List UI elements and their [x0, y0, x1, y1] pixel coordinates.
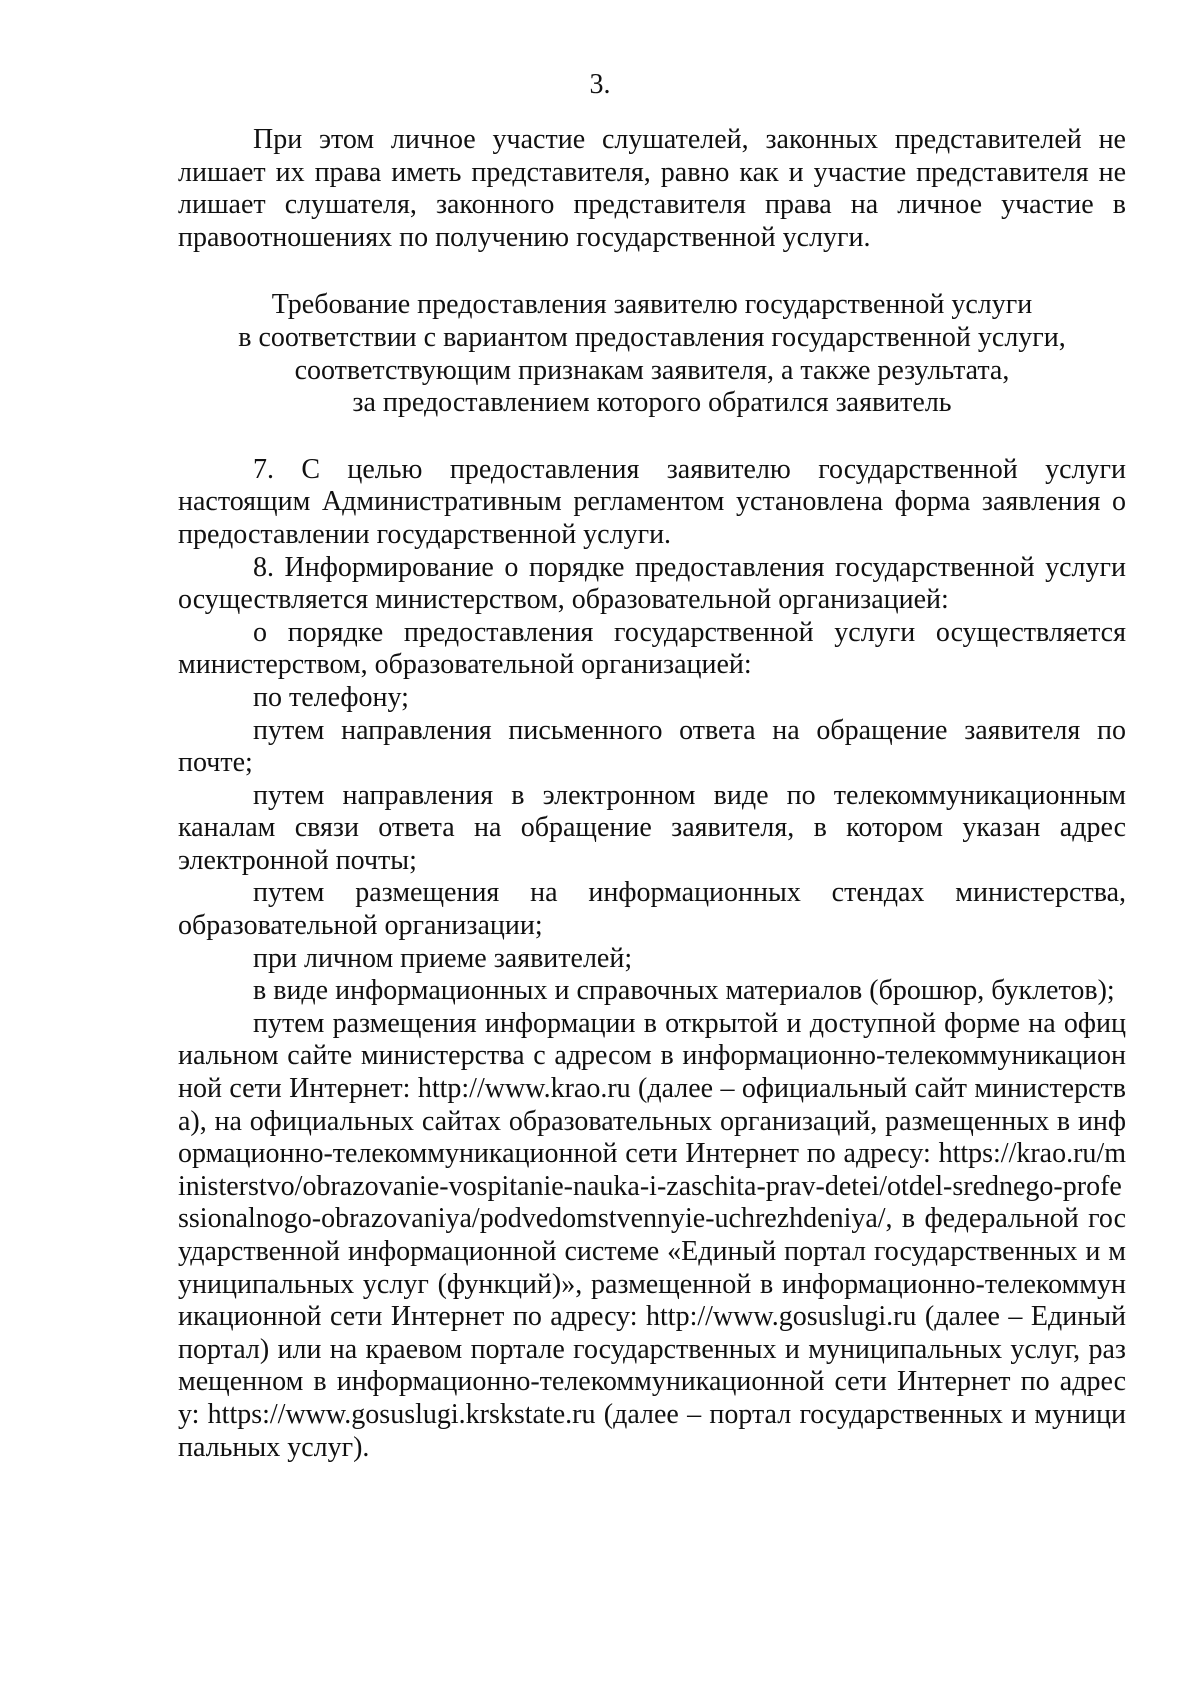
section-heading-line-3: соответствующим признакам заявителя, а также результата,: [294, 354, 1010, 386]
section-heading-line-2: в соответствии с вариантом предоставления государственной услуги,: [238, 321, 1066, 353]
section-heading-line-4: за предоставлением которого обратился заявитель: [352, 387, 952, 419]
paragraph-8-stands: путем размещения на информационных стендах министерства, образовательной организации;: [178, 877, 1126, 942]
paragraph-8-materials: в виде информационных и справочных материалов (брошюр, буклетов);: [253, 975, 1115, 1007]
paragraph-8-phone: по телефону;: [253, 681, 409, 713]
paragraph-7: 7. С целью предоставления заявителю государственной услуги настоящим Административным регламентом установлена форма заявления о предоставлении государственной услуги.: [178, 453, 1126, 550]
page-number: 3.: [589, 69, 611, 100]
paragraph-8-electronic: путем направления в электронном виде по телекоммуникационным каналам связи ответа на обращение заявителя, в котором указан адрес электронной почты;: [178, 779, 1126, 876]
document-body: [178, 124, 1126, 1464]
paragraph-8-websites: путем размещения информации в открытой и доступной форме на официальном сайте министерства с адресом в информационно-телекоммуникационной сети Интернет: http://www.krao.ru (далее – официальный сайт министерства), на официальных сайтах образовательных организаций, размещенных в информационно-телекоммуникационной сети Интернет по адресу: https://krao.ru/ministerstvo/obrazovanie-vospitanie-nauka-i-zaschita-prav-detei/otdel-srednego-professionalnogo-obrazovaniya/podvedomstvennyie-uchrezhdeniya/, в федеральной государственной информационной системе «Единый портал государственных и муниципальных услуг (функций)», размещенной в информационно-телекоммуникационной сети Интернет по адресу: http://www.gosuslugi.ru (далее – Единый портал) или на краевом портале государственных и муниципальных услуг, размещенном в информационно-телекоммуникационной сети Интернет по адресу: https://www.gosuslugi.krskstate.ru (далее – портал государственных и муниципальных услуг).: [178, 1007, 1126, 1463]
paragraph-8-procedure: о порядке предоставления государственной услуги осуществляется министерством, образовательной организацией:: [178, 616, 1126, 681]
paragraph-8-mail: путем направления письменного ответа на обращение заявителя по почте;: [178, 714, 1126, 779]
paragraph-8-personal: при личном приеме заявителей;: [253, 942, 633, 974]
paragraph-8: 8. Информирование о порядке предоставления государственной услуги осуществляется министерством, образовательной организацией:: [178, 551, 1126, 616]
section-heading: [178, 289, 1126, 419]
section-heading-line-1: Требование предоставления заявителю государственной услуги: [271, 289, 1033, 321]
intro-paragraph: При этом личное участие слушателей, законных представителей не лишает их права иметь представителя, равно как и участие представителя не лишает слушателя, законного представителя права на личное участие в правоотношениях по получению государственной услуги.: [178, 124, 1126, 253]
